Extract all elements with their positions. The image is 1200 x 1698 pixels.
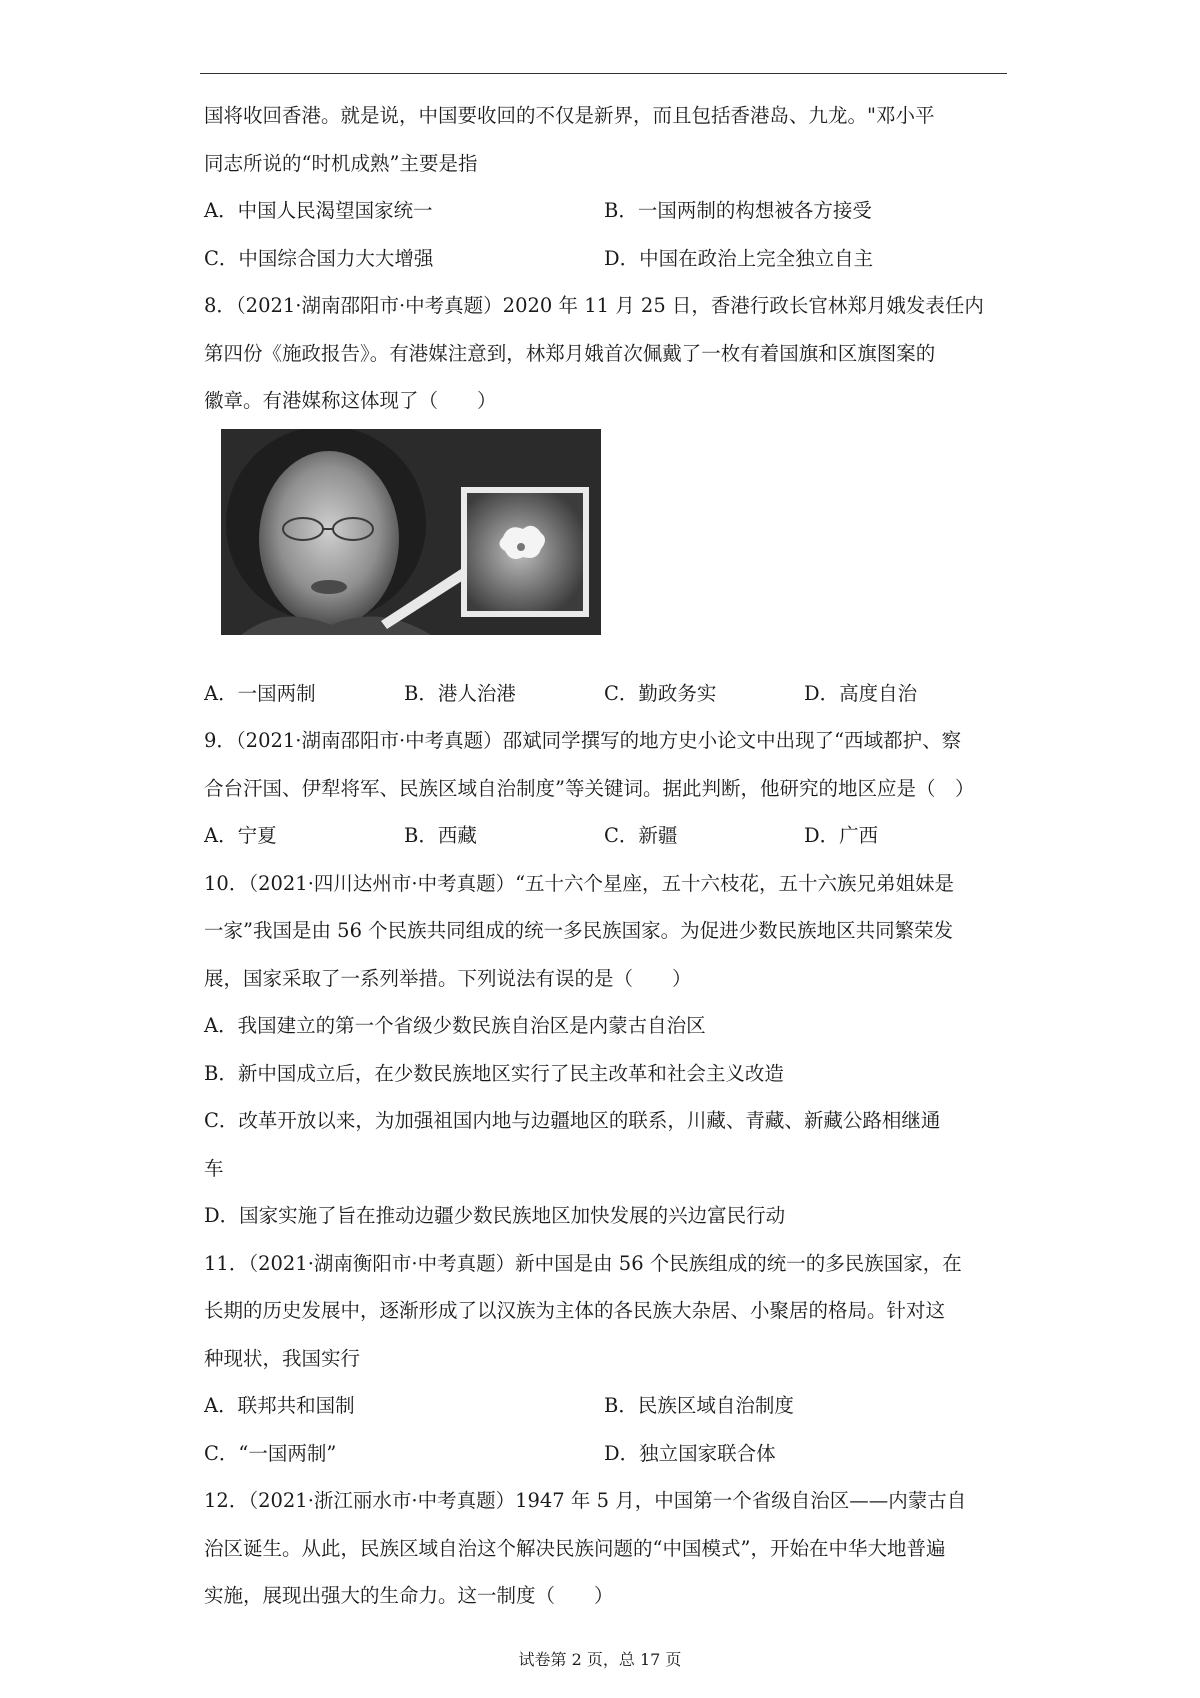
option-c[interactable]: C．新疆: [604, 824, 678, 847]
question-11-options: [204, 1430, 1004, 1478]
option-c[interactable]: C．勤政务实: [604, 681, 717, 705]
question-8-options: [204, 670, 1004, 718]
option-b[interactable]: B．新中国成立后，在少数民族地区实行了民主改革和社会主义改造: [204, 1061, 784, 1085]
question-11-text: 11．（2021·湖南衡阳市·中考真题）新中国是由 56 个民族组成的统一的多民族国家，在: [204, 1251, 962, 1275]
option-c[interactable]: C．“一国两制”: [204, 1441, 337, 1465]
option-d[interactable]: D．高度自治: [804, 681, 918, 705]
question-7-options: [204, 235, 1004, 283]
question-12-text: 治区诞生。从此，民族区域自治这个解决民族问题的“中国模式”，开始在中华大地普遍: [204, 1536, 946, 1560]
page-footer: 试卷第 2 页，总 17 页: [518, 1650, 682, 1669]
option-d[interactable]: D．国家实施了旨在推动边疆少数民族地区加快发展的兴边富民行动: [204, 1204, 786, 1227]
question-11-text: 种现状，我国实行: [204, 1346, 361, 1370]
option-b[interactable]: B．一国两制的构想被各方接受: [604, 199, 872, 222]
photo-carrie-lam-badge: [221, 429, 601, 635]
question-11-options: [204, 1382, 1004, 1430]
option-d[interactable]: D．独立国家联合体: [604, 1441, 776, 1465]
option-b[interactable]: B．民族区域自治制度: [604, 1394, 794, 1417]
option-c[interactable]: C．改革开放以来，为加强祖国内地与边疆地区的联系，川藏、青藏、新藏公路相继通: [204, 1109, 941, 1132]
option-d[interactable]: D．广西: [804, 824, 879, 847]
option-b[interactable]: B．西藏: [404, 824, 477, 847]
question-7-text: 同志所说的“时机成熟”主要是指: [204, 151, 478, 175]
question-11-text: 长期的历史发展中，逐渐形成了以汉族为主体的各民族大杂居、小聚居的格局。针对这: [204, 1299, 946, 1322]
question-8-text: 8．（2021·湖南邵阳市·中考真题）2020 年 11 月 25 日，香港行政长官林郑月娥发表任内: [204, 294, 984, 317]
option-d[interactable]: D．中国在政治上完全独立自主: [604, 246, 874, 270]
option-a[interactable]: A．一国两制: [204, 681, 316, 705]
question-9-text: 9．（2021·湖南邵阳市·中考真题）邵斌同学撰写的地方史小论文中出现了“西域都护、察: [204, 729, 962, 752]
question-12-text: 12．（2021·浙江丽水市·中考真题）1947 年 5 月，中国第一个省级自治区——内蒙古自: [204, 1489, 967, 1512]
option-b[interactable]: B．港人治港: [404, 681, 516, 705]
question-10-text: 10．（2021·四川达州市·中考真题）“五十六个星座，五十六枝花，五十六族兄弟姐妹是: [204, 871, 955, 895]
option-a[interactable]: A．联邦共和国制: [204, 1394, 355, 1417]
question-8-figure: [204, 425, 1004, 670]
question-8-text: 第四份《施政报告》。有港媒注意到，林郑月娥首次佩戴了一枚有着国旗和区旗图案的: [204, 341, 936, 365]
exam-content: [204, 92, 1004, 1620]
option-a[interactable]: A．宁夏: [204, 824, 277, 847]
question-10-text: 展，国家采取了一系列举措。下列说法有误的是（ ）: [204, 966, 692, 990]
question-12-text: 实施，展现出强大的生命力。这一制度（ ）: [204, 1584, 614, 1607]
question-8-text: 徽章。有港媒称这体现了（ ）: [204, 389, 497, 412]
question-9-options: [204, 812, 1004, 860]
header-rule: [200, 73, 1007, 74]
option-c-continued[interactable]: 车: [204, 1156, 224, 1180]
option-c[interactable]: C．中国综合国力大大增强: [204, 246, 434, 270]
option-a[interactable]: A．中国人民渴望国家统一: [204, 199, 433, 222]
question-7-options: [204, 187, 1004, 235]
question-10-text: 一家”我国是由 56 个民族共同组成的统一多民族国家。为促进少数民族地区共同繁荣发: [204, 919, 954, 942]
option-a[interactable]: A．我国建立的第一个省级少数民族自治区是内蒙古自治区: [204, 1014, 706, 1037]
question-7-text: 国将收回香港。就是说，中国要收回的不仅是新界，而且包括香港岛、九龙。"邓小平: [204, 104, 935, 127]
question-9-text: 合台汗国、伊犁将军、民族区域自治制度”等关键词。据此判断，他研究的地区应是（ ）: [204, 776, 975, 800]
